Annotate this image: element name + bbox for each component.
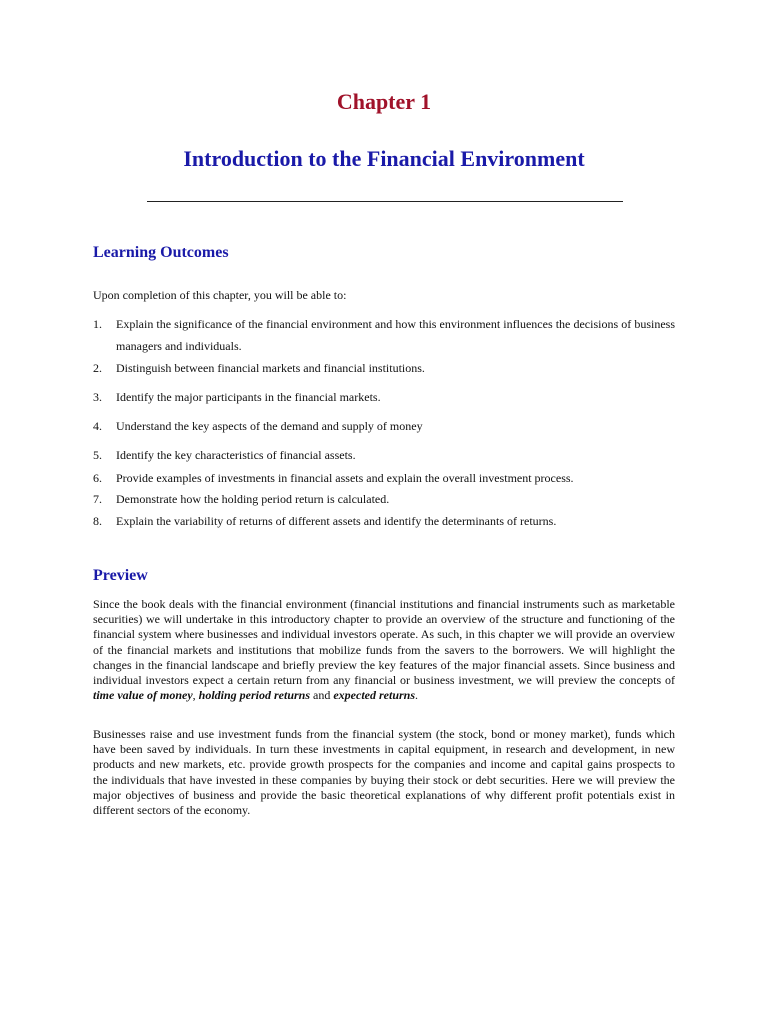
outcome-number: 7. — [93, 492, 102, 506]
chapter-title: Introduction to the Financial Environment — [183, 146, 585, 171]
outcome-text: Explain the significance of the financial environment and how this environment influences the decisions of business managers and individuals. — [116, 317, 675, 353]
outcome-item-2 — [93, 357, 675, 379]
outcome-number: 1. — [93, 317, 102, 331]
outcome-item-6 — [93, 467, 675, 489]
paragraph-end: . — [415, 688, 419, 703]
preview-paragraph-1 — [93, 597, 675, 703]
title-divider — [147, 201, 623, 202]
outcome-text: Distinguish between financial markets and financial institutions. — [116, 361, 425, 375]
learning-outcomes-intro: Upon completion of this chapter, you will be able to: — [93, 288, 347, 302]
outcome-text: Explain the variability of returns of different assets and identify the determinants of returns. — [116, 514, 557, 528]
outcome-item-1 — [93, 313, 675, 357]
outcome-item-7 — [93, 488, 675, 510]
outcome-text: Identify the major participants in the financial markets. — [116, 390, 381, 404]
outcome-text: Identify the key characteristics of financial assets. — [116, 448, 356, 462]
preview-paragraph-2: Businesses raise and use investment funds from the financial system (the stock, bond or money market), funds which have been saved by individuals. In turn these investments in capital equipment, in research and development, in new products and new markets, etc. provide growth prospects for the companies and income and capital gains prospects to the individuals that have invested in these companies by buying their stock or debt securities. Here we will preview the major objectives of business and provide the basic theoretical explanations of why different profit potentials exist in different sectors of the economy. — [93, 727, 675, 818]
paragraph-separator: , — [192, 688, 199, 703]
outcome-number: 8. — [93, 514, 102, 528]
outcome-item-3 — [93, 386, 675, 408]
emphasis-holding-period-returns: holding period returns — [198, 688, 311, 703]
learning-outcomes-heading: Learning Outcomes — [93, 244, 229, 261]
emphasis-time-value-of-money: time value of money — [93, 688, 193, 703]
paragraph-text: Since the book deals with the financial environment (financial institutions and financial instruments such as marketable securities) we will undertake in this introductory chapter to provide an overview of the structure and functioning of the financial system where businesses and individual investors operate. As such, in this chapter we will provide an overview of the financial markets and institutions that mobilize funds from the savers to the borrowers. We will highlight the changes in the financial landscape and briefly preview the key features of the major financial assets. Since business and individual investors expect a certain return from any financial or business investment, we will preview the concepts of — [93, 597, 675, 688]
outcome-text: Provide examples of investments in financial assets and explain the overall investment process. — [116, 471, 574, 485]
outcome-number: 4. — [93, 419, 102, 433]
outcome-item-8 — [93, 510, 675, 532]
outcome-number: 5. — [93, 448, 102, 462]
preview-heading: Preview — [93, 567, 148, 584]
outcome-item-5 — [93, 444, 675, 466]
outcome-text: Understand the key aspects of the demand and supply of money — [116, 419, 423, 433]
outcome-number: 3. — [93, 390, 102, 404]
chapter-number: Chapter 1 — [336, 89, 432, 114]
outcome-item-4 — [93, 415, 675, 437]
emphasis-expected-returns: expected returns — [333, 688, 416, 703]
outcome-number: 2. — [93, 361, 102, 375]
outcome-text: Demonstrate how the holding period return is calculated. — [116, 492, 390, 506]
paragraph-separator: and — [310, 688, 334, 703]
outcome-number: 6. — [93, 471, 102, 485]
